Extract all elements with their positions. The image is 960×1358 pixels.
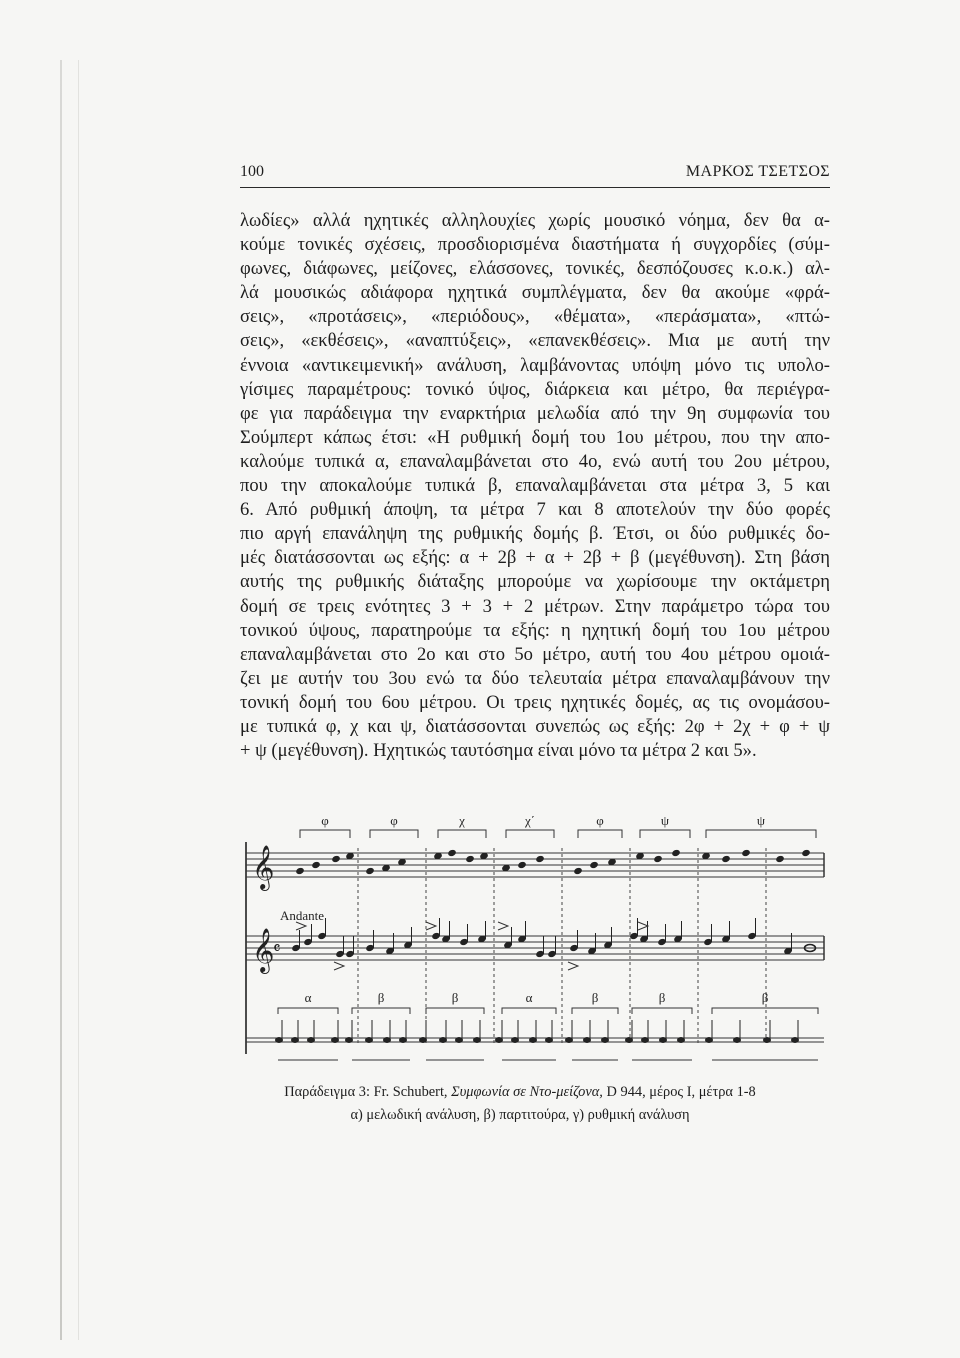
body-paragraph [240,209,830,763]
rhythm-note-head [678,1038,685,1043]
caption-line-2: α) μελωδική ανάλυση, β) παρτιτούρα, γ) ρυθμική ανάλυση [350,1107,690,1123]
note-head [775,855,785,863]
note-head [465,855,475,863]
text-line: + ψ (μεγέθυνση). Ηχητικώς ταυτόσημα είναι μόνο τα μέτρα 2 και 5». [240,740,757,762]
treble-clef-icon: 𝄞 [252,928,275,972]
rhythm-note-head [734,1038,741,1043]
text-line: λά μουσικώς αδιάφορα ηχητικά συμπλέγματα, δεν θα ακούμε «φρά- [240,282,830,304]
figure-caption [190,1081,850,1127]
accent-mark [334,962,344,970]
rhythm-note-head [660,1038,667,1043]
note-head [311,861,321,869]
rhythm-bracket [632,1008,692,1014]
rhythm-bracket [572,1008,618,1014]
pitch-label: ψ [660,813,670,828]
rhythm-note-head [420,1038,427,1043]
pitch-group-brackets [300,830,816,838]
caption-prefix: Παράδειγμα 3: Fr. Schubert, [284,1084,452,1100]
caption-line-1 [190,1081,850,1104]
rhythm-note-head [384,1038,391,1043]
rhythm-bracket [712,1008,818,1014]
rhythm-note-head [584,1038,591,1043]
rhythm-note-head [276,1038,283,1043]
rhythm-note-head [346,1038,353,1043]
note-head [741,849,751,857]
text-line: ζει με αυτήν του 3ου ενώ τα δύο τελευταία μέτρα επαναλαμβάνουν την [240,667,830,689]
running-head: ΜΑΡΚΟΣ ΤΣΕΤΣΟΣ [685,163,830,180]
rhythm-label: α [525,990,533,1005]
music-example [240,808,840,1080]
text-line: σεις», «προτάσεις», «περιόδους», «θέματα», «περάσματα», «πτώ- [240,306,830,328]
rhythm-note-head [366,1038,373,1043]
note-head [721,855,731,863]
accent-mark [296,922,306,930]
rhythm-label: β [377,990,385,1005]
pitch-bracket [438,830,486,838]
rhythm-note-head [764,1038,771,1043]
tempo-marking: Andante [280,908,325,923]
rhythm-label: β [451,990,459,1005]
note-head [295,867,305,875]
rhythm-group-brackets [278,1008,818,1060]
text-line: αυτής της ρυθμικής διάταξης μπορούμε να χωρίσουμε την οκτάμετρη [240,571,830,593]
rhythm-note-head [456,1038,463,1043]
text-line: τονική δομή του 6ου μέτρου. Οι τρεις ηχητικές δομές, ας τις ονομάσου- [240,691,830,713]
rhythm-note-head [626,1038,633,1043]
pitch-bracket [578,830,622,838]
rhythm-labels [305,990,769,1005]
rhythm-note-head [332,1038,339,1043]
rhythm-note-head [308,1038,315,1043]
rhythm-note-head [530,1038,537,1043]
text-line: με τυπικά φ, χ και ψ, διατάσσονται συνεπώς ως εξής: 2φ + 2χ + φ + ψ [240,715,830,737]
score-notes [291,918,815,958]
rhythm-label: α [304,990,312,1005]
accent-mark [498,922,508,930]
rhythm-note-head [512,1038,519,1043]
text-line: γίσιμες παραμέτρους: τονικό ύψος, διάρκεια και μέτρο, θα περιέγρα- [240,378,830,400]
rhythm-note-head [474,1038,481,1043]
text-line: φε για παράδειγμα την εναρκτήρια μελωδία από την 9η συμφωνία του [240,402,830,424]
text-line: 6. Από ρυθμική άποψη, τα μέτρα 7 και 8 αποτελούν την δύο φορές [240,499,830,521]
rhythm-bracket [278,1008,338,1014]
text-line: λωδίες» αλλά ηχητικές αλληλουχίες χωρίς μουσικό νόημα, δεν θα α- [240,210,830,231]
rhythm-label: β [591,990,599,1005]
text-line: καλούμε τυπικά α, επαναλαμβάνεται στο 4ο, ενώ αυτή του 2ου μέτρου, [240,450,830,472]
rhythm-note-head [706,1038,713,1043]
rhythm-label: β [761,990,769,1005]
text-line: Σούμπερτ κάπως έτσι: «Η ρυθμική δομή του 1ου μέτρου, που την απο- [240,426,830,448]
rhythm-label: β [658,990,666,1005]
rhythm-note-head [602,1038,609,1043]
staff-score [246,936,824,960]
staff-melodic-analysis [246,853,824,877]
note-head [535,855,545,863]
rhythm-note-head [792,1038,799,1043]
bar-lines [358,848,766,1046]
rhythm-note-head [642,1038,649,1043]
accent-mark [568,962,578,970]
text-line: που την αποκαλούμε τυπικά β, επαναλαμβάνεται στα μέτρα 3, 5 και [240,475,830,497]
pitch-bracket [506,830,554,838]
rhythm-note-head [496,1038,503,1043]
common-time-icon: 𝄴 [273,939,281,958]
pitch-label: φ [321,813,329,828]
caption-work-title: Συμφωνία σε Ντο-μείζονα, [451,1084,603,1100]
note-head [331,855,341,863]
text-line: κούμε τονικές σχέσεις, προσδιορισμένα διαστήματα ή συγχορδίες (σύμ- [240,234,830,256]
scan-edge [60,60,62,1340]
text-line: φωνες, διάφωνες, μείζονες, ελάσσονες, τονικές, δεσπόζουσες κ.ο.κ.) αλ- [240,258,830,280]
note-head [517,861,527,869]
rhythm-bracket [426,1008,484,1014]
accent-mark [426,922,436,930]
pitch-bracket [706,830,816,838]
note-head [801,849,811,857]
text-line: πιο αργή επανάληψη της ρυθμικής δομής β. Έτσι, οι δύο ρυθμικές δο- [240,523,830,545]
page-header [240,163,830,185]
rhythm-bracket [502,1008,556,1014]
caption-suffix: D 944, μέρος Ι, μέτρα 1-8 [602,1084,756,1100]
rhythm-note-head [292,1038,299,1043]
pitch-labels [321,813,765,828]
text-line: έννοια «αντικειμενική» ανάλυση, λαμβάνοντας υπόψη μόνο τις υπολο- [240,354,830,376]
pitch-bracket [640,830,690,838]
page-number: 100 [240,163,264,180]
accent-mark [638,922,648,930]
note-head [365,867,375,875]
rhythm-note-head [566,1038,573,1043]
treble-clef-icon: 𝄞 [252,845,275,889]
header-rule [240,187,830,188]
text-line: δομή σε τρεις ενότητες 3 + 3 + 2 μέτρων. Στην παράμετρο τώρα του [240,595,830,617]
text-line: σεις», «εκθέσεις», «αναπτύξεις», «επανεκθέσεις». Μια με αυτή την [240,330,830,352]
scan-edge-inner [78,60,79,1340]
pitch-label: φ [390,813,398,828]
text-line: τονικού ύψους, παρατηρούμε τα εξής: η ηχητική δομή του 1ου μέτρου [240,619,830,641]
rhythm-note-head [546,1038,553,1043]
pitch-bracket [370,830,418,838]
rhythm-note-head [400,1038,407,1043]
rhythm-bracket [352,1008,410,1014]
text-line: μές διατάσσονται ως εξής: α + 2β + α + 2β + β (μεγέθυνση). Στη βάση [240,547,830,569]
note-head [653,855,663,863]
note-head [589,861,599,869]
pitch-label: ψ [756,813,766,828]
pitch-label: φ [596,813,604,828]
note-head [447,849,457,857]
text-line: επαναλαμβάνεται στο 2ο και στο 5ο μέτρο, αυτή του 4ου μέτρου ομοιά- [240,643,830,665]
pitch-bracket [300,830,350,838]
rhythm-note-head [440,1038,447,1043]
pitch-label: χ [459,813,465,828]
rhythm-notes [276,1020,799,1043]
note-head [573,867,583,875]
note-head [671,849,681,857]
pitch-label: χ΄ [524,813,536,828]
